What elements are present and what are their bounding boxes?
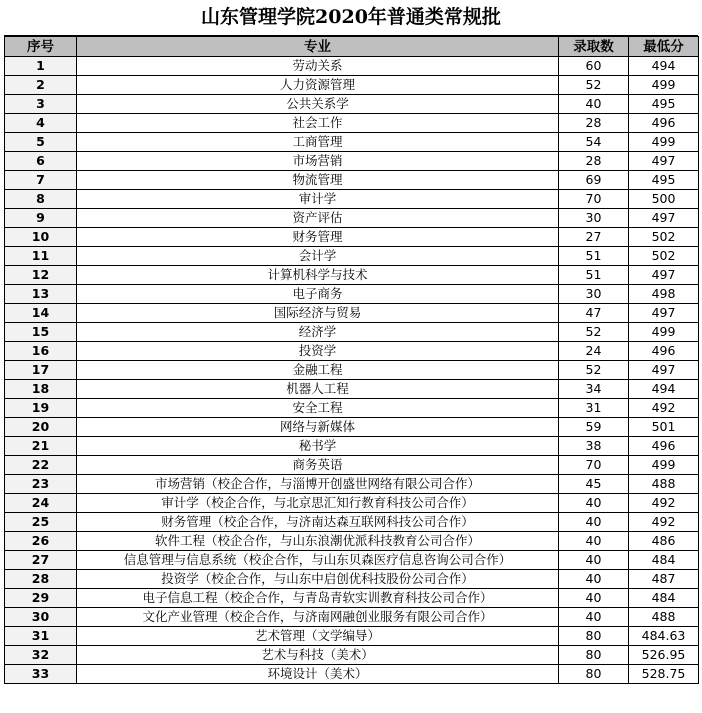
cell-index[interactable]: 33 [5,665,77,684]
cell-major[interactable]: 电子商务 [77,285,559,304]
cell-admitted[interactable]: 51 [559,247,629,266]
table-row [5,266,699,285]
cell-major[interactable]: 软件工程（校企合作，与山东浪潮优派科技教育公司合作） [77,532,559,551]
cell-major[interactable]: 公共关系学 [77,95,559,114]
cell-index[interactable]: 1 [5,57,77,76]
cell-index[interactable]: 11 [5,247,77,266]
cell-admitted[interactable]: 70 [559,190,629,209]
cell-min-score[interactable]: 502 [629,228,699,247]
cell-min-score[interactable]: 500 [629,190,699,209]
cell-index[interactable]: 16 [5,342,77,361]
cell-min-score[interactable]: 496 [629,437,699,456]
spreadsheet [4,0,698,684]
cell-major[interactable]: 财务管理 [77,228,559,247]
cell-admitted[interactable]: 40 [559,95,629,114]
cell-index[interactable]: 4 [5,114,77,133]
cell-index[interactable]: 8 [5,190,77,209]
cell-min-score[interactable]: 499 [629,76,699,95]
cell-admitted[interactable]: 28 [559,114,629,133]
table-row [5,209,699,228]
cell-min-score[interactable]: 494 [629,57,699,76]
cell-admitted[interactable]: 52 [559,323,629,342]
cell-major[interactable]: 电子信息工程（校企合作，与青岛青软实训教育科技公司合作） [77,589,559,608]
cell-index[interactable]: 32 [5,646,77,665]
table-row [5,114,699,133]
cell-admitted[interactable]: 40 [559,608,629,627]
cell-admitted[interactable]: 80 [559,627,629,646]
cell-major[interactable]: 人力资源管理 [77,76,559,95]
cell-major[interactable]: 文化产业管理（校企合作，与济南网融创业服务有限公司合作） [77,608,559,627]
cell-major[interactable]: 资产评估 [77,209,559,228]
table-row [5,437,699,456]
cell-index[interactable]: 17 [5,361,77,380]
cell-min-score[interactable]: 488 [629,608,699,627]
cell-index[interactable]: 7 [5,171,77,190]
cell-index[interactable]: 10 [5,228,77,247]
table-row [5,589,699,608]
header-index[interactable]: 序号 [5,37,77,57]
table-row [5,570,699,589]
cell-admitted[interactable]: 80 [559,665,629,684]
cell-min-score[interactable]: 492 [629,513,699,532]
cell-index[interactable]: 30 [5,608,77,627]
cell-index[interactable]: 13 [5,285,77,304]
cell-min-score[interactable]: 497 [629,361,699,380]
cell-index[interactable]: 20 [5,418,77,437]
cell-index[interactable]: 14 [5,304,77,323]
cell-admitted[interactable]: 59 [559,418,629,437]
table-row [5,57,699,76]
cell-major[interactable]: 秘书学 [77,437,559,456]
table-row [5,304,699,323]
table-row [5,342,699,361]
cell-min-score[interactable]: 494 [629,380,699,399]
cell-major[interactable]: 投资学（校企合作，与山东中启创优科技股份公司合作） [77,570,559,589]
table-row [5,418,699,437]
cell-major[interactable]: 劳动关系 [77,57,559,76]
cell-index[interactable]: 25 [5,513,77,532]
cell-min-score[interactable]: 501 [629,418,699,437]
cell-major[interactable]: 国际经济与贸易 [77,304,559,323]
cell-min-score[interactable]: 502 [629,247,699,266]
cell-admitted[interactable]: 54 [559,133,629,152]
cell-major[interactable]: 物流管理 [77,171,559,190]
table-row [5,494,699,513]
table-row [5,627,699,646]
table-row [5,665,699,684]
cell-min-score[interactable]: 488 [629,475,699,494]
cell-index[interactable]: 3 [5,95,77,114]
cell-admitted[interactable]: 40 [559,532,629,551]
table-row [5,285,699,304]
table-row [5,361,699,380]
cell-admitted[interactable]: 30 [559,209,629,228]
table-row [5,380,699,399]
header-row [5,37,699,57]
cell-major[interactable]: 审计学 [77,190,559,209]
cell-min-score[interactable]: 496 [629,114,699,133]
cell-min-score[interactable]: 495 [629,171,699,190]
cell-admitted[interactable]: 28 [559,152,629,171]
table-row [5,456,699,475]
table-row [5,133,699,152]
cell-major[interactable]: 财务管理（校企合作，与济南达森互联网科技公司合作） [77,513,559,532]
table-row [5,532,699,551]
cell-index[interactable]: 26 [5,532,77,551]
cell-major[interactable]: 工商管理 [77,133,559,152]
table-row [5,228,699,247]
cell-major[interactable]: 艺术与科技（美术） [77,646,559,665]
cell-major[interactable]: 市场营销 [77,152,559,171]
cell-min-score[interactable]: 497 [629,266,699,285]
table-row [5,551,699,570]
table-row [5,608,699,627]
cell-major[interactable]: 网络与新媒体 [77,418,559,437]
cell-index[interactable]: 5 [5,133,77,152]
cell-major[interactable]: 信息管理与信息系统（校企合作，与山东贝森医疗信息咨询公司合作） [77,551,559,570]
table-row [5,399,699,418]
cell-index[interactable]: 22 [5,456,77,475]
cell-min-score[interactable]: 497 [629,209,699,228]
header-major[interactable]: 专业 [77,37,559,57]
cell-admitted[interactable]: 52 [559,76,629,95]
cell-index[interactable]: 12 [5,266,77,285]
admission-table [4,36,699,684]
cell-major[interactable]: 投资学 [77,342,559,361]
cell-admitted[interactable]: 31 [559,399,629,418]
cell-index[interactable]: 18 [5,380,77,399]
cell-major[interactable]: 环境设计（美术） [77,665,559,684]
table-row [5,475,699,494]
cell-index[interactable]: 31 [5,627,77,646]
cell-admitted[interactable]: 30 [559,285,629,304]
cell-min-score[interactable]: 499 [629,456,699,475]
cell-admitted[interactable]: 24 [559,342,629,361]
cell-major[interactable]: 市场营销（校企合作，与淄博开创盛世网络有限公司合作） [77,475,559,494]
cell-admitted[interactable]: 52 [559,361,629,380]
cell-admitted[interactable]: 27 [559,228,629,247]
cell-index[interactable]: 6 [5,152,77,171]
cell-major[interactable]: 安全工程 [77,399,559,418]
table-row [5,95,699,114]
header-admitted[interactable]: 录取数 [559,37,629,57]
table-row [5,646,699,665]
cell-admitted[interactable]: 40 [559,570,629,589]
cell-admitted[interactable]: 60 [559,57,629,76]
table-row [5,247,699,266]
cell-major[interactable]: 会计学 [77,247,559,266]
cell-index[interactable]: 23 [5,475,77,494]
cell-admitted[interactable]: 34 [559,380,629,399]
table-row [5,513,699,532]
cell-admitted[interactable]: 45 [559,475,629,494]
cell-index[interactable]: 2 [5,76,77,95]
cell-admitted[interactable]: 69 [559,171,629,190]
sheet-title: 山东管理学院2020年普通类常规批 [4,0,698,36]
cell-min-score[interactable]: 495 [629,95,699,114]
header-min-score[interactable]: 最低分 [629,37,699,57]
cell-index[interactable]: 9 [5,209,77,228]
cell-major[interactable]: 审计学（校企合作，与北京思汇知行教育科技公司合作） [77,494,559,513]
cell-index[interactable]: 29 [5,589,77,608]
cell-index[interactable]: 21 [5,437,77,456]
cell-min-score[interactable]: 484.63 [629,627,699,646]
cell-admitted[interactable]: 70 [559,456,629,475]
cell-min-score[interactable]: 486 [629,532,699,551]
cell-major[interactable]: 金融工程 [77,361,559,380]
cell-admitted[interactable]: 47 [559,304,629,323]
cell-admitted[interactable]: 40 [559,551,629,570]
cell-index[interactable]: 15 [5,323,77,342]
cell-major[interactable]: 艺术管理（文学编导） [77,627,559,646]
table-row [5,190,699,209]
cell-major[interactable]: 商务英语 [77,456,559,475]
cell-min-score[interactable]: 499 [629,133,699,152]
cell-min-score[interactable]: 487 [629,570,699,589]
cell-index[interactable]: 27 [5,551,77,570]
cell-min-score[interactable]: 484 [629,551,699,570]
cell-admitted[interactable]: 40 [559,513,629,532]
cell-admitted[interactable]: 40 [559,494,629,513]
cell-min-score[interactable]: 497 [629,304,699,323]
cell-index[interactable]: 19 [5,399,77,418]
cell-admitted[interactable]: 80 [559,646,629,665]
table-row [5,76,699,95]
table-row [5,152,699,171]
cell-admitted[interactable]: 51 [559,266,629,285]
table-row [5,171,699,190]
cell-admitted[interactable]: 40 [559,589,629,608]
cell-major[interactable]: 机器人工程 [77,380,559,399]
cell-admitted[interactable]: 38 [559,437,629,456]
cell-min-score[interactable]: 484 [629,589,699,608]
cell-min-score[interactable]: 528.75 [629,665,699,684]
cell-min-score[interactable]: 492 [629,399,699,418]
cell-major[interactable]: 经济学 [77,323,559,342]
cell-major[interactable]: 计算机科学与技术 [77,266,559,285]
cell-major[interactable]: 社会工作 [77,114,559,133]
cell-min-score[interactable]: 526.95 [629,646,699,665]
cell-index[interactable]: 24 [5,494,77,513]
cell-min-score[interactable]: 499 [629,323,699,342]
table-row [5,323,699,342]
cell-min-score[interactable]: 496 [629,342,699,361]
cell-min-score[interactable]: 498 [629,285,699,304]
cell-index[interactable]: 28 [5,570,77,589]
cell-min-score[interactable]: 497 [629,152,699,171]
cell-min-score[interactable]: 492 [629,494,699,513]
